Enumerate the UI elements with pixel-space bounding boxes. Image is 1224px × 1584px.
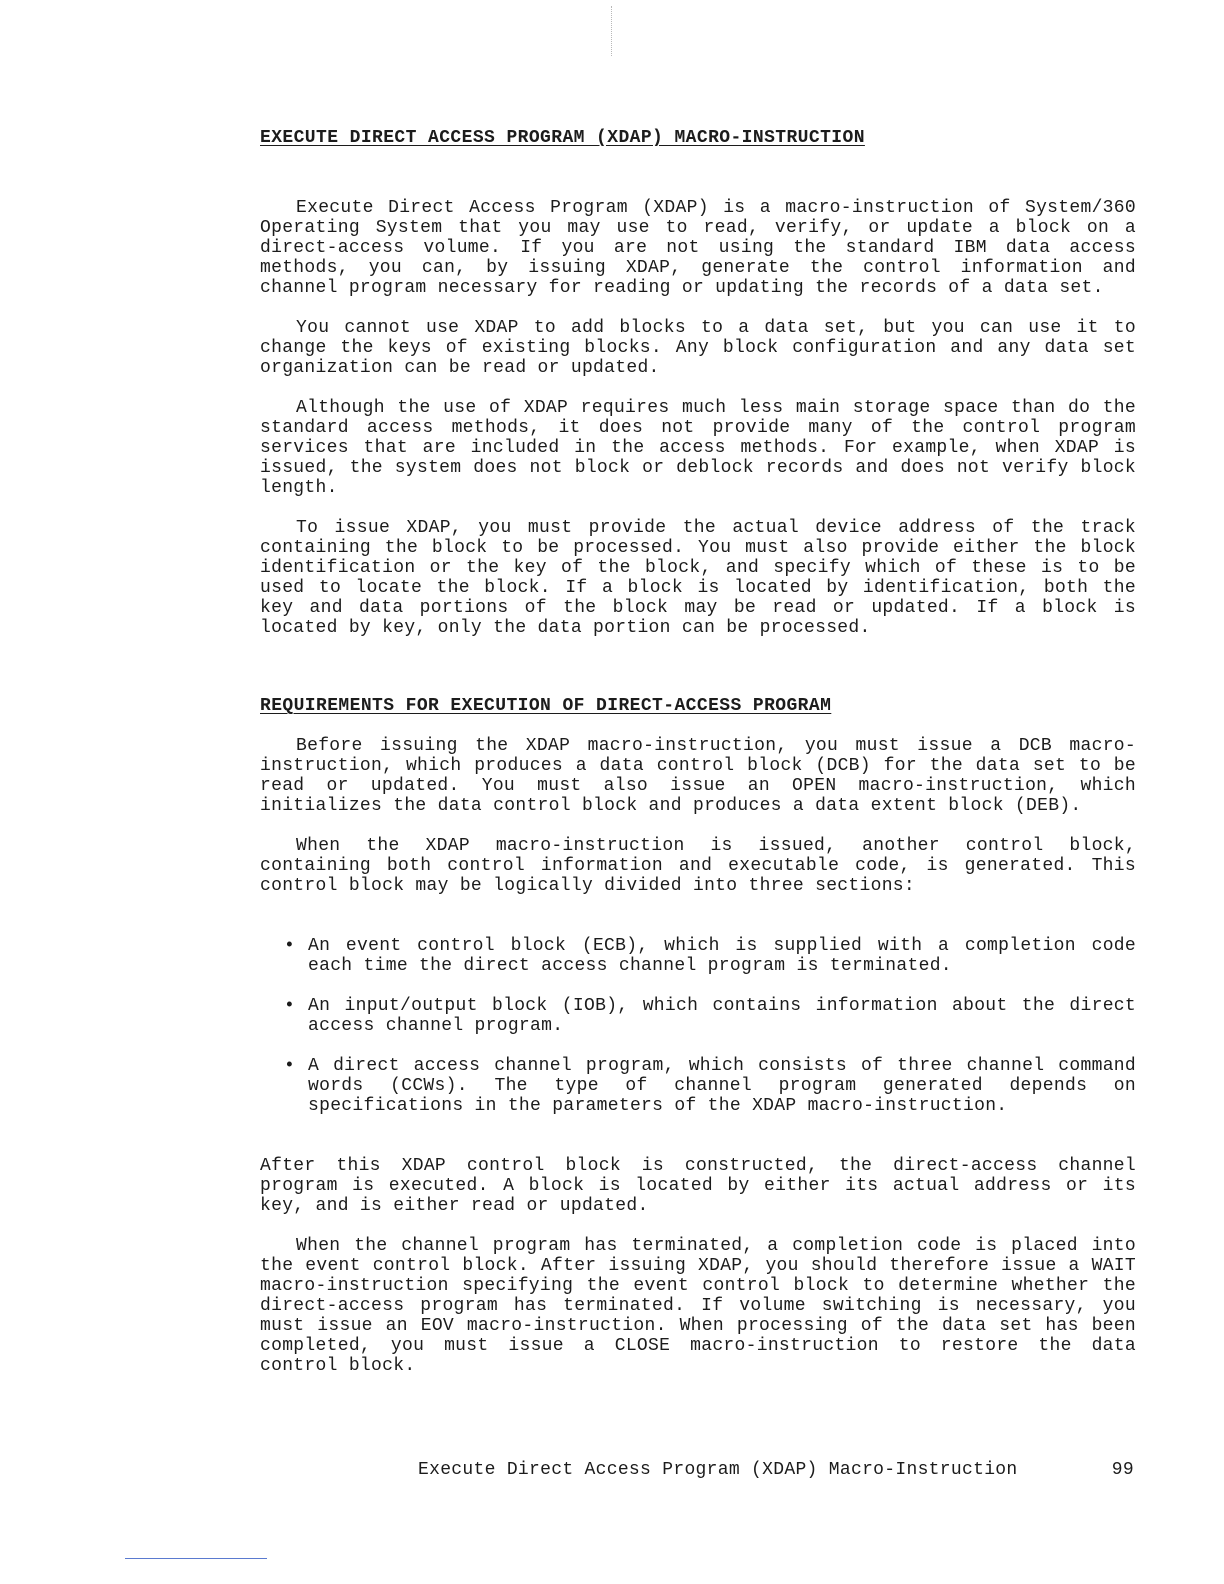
list-item <box>260 996 1136 1036</box>
section-heading-xdap: EXECUTE DIRECT ACCESS PROGRAM (XDAP) MACRO-INSTRUCTION <box>260 128 865 148</box>
paragraph-xdap-device-address: To issue XDAP, you must provide the actual device address of the track containing the block to be processed. You must also provide either the block identification or the key of the block, and specify which of these is to be used to locate the block. If a block is located by identification, both the key and data portions of the block may be read or updated. If a block is located by key, only the data portion can be processed. <box>260 518 1136 638</box>
page-number: 99 <box>1111 1460 1134 1480</box>
paragraph-xdap-intro: Execute Direct Access Program (XDAP) is a macro-instruction of System/360 Operating System that you may use to read, verify, or update a block on a direct-access volume. If you are not using the standard IBM data access methods, you can, by issuing XDAP, generate the control information and channel program necessary for reading or updating the records of a data set. <box>260 198 1136 298</box>
bottom-rule <box>125 1558 267 1559</box>
list-item-text: An event control block (ECB), which is supplied with a completion code each time the direct access channel program is terminated. <box>308 936 1136 976</box>
bullet-icon: • <box>284 936 296 956</box>
paragraph-after-construction: After this XDAP control block is constructed, the direct-access channel program is executed. A block is located by either its actual address or its key, and is either read or updated. <box>260 1156 1136 1216</box>
paragraph-xdap-storage: Although the use of XDAP requires much less main storage space than do the standard access methods, it does not provide many of the control program services that are included in the access methods. For example, when XDAP is issued, the system does not block or deblock records and does not verify block length. <box>260 398 1136 498</box>
control-block-sections-list <box>260 936 1136 1116</box>
paragraph-requirements-dcb: Before issuing the XDAP macro-instruction, you must issue a DCB macro-instruction, which produces a data control block (DCB) for the data set to be read or updated. You must also issue an OPEN macro-instruction, which initializes the data control block and produces a data extent block (DEB). <box>260 736 1136 816</box>
list-item <box>260 1056 1136 1116</box>
list-item-text: An input/output block (IOB), which contains information about the direct access channel program. <box>308 996 1136 1036</box>
list-item <box>260 936 1136 976</box>
list-item-text: A direct access channel program, which consists of three channel command words (CCWs). The type of channel program generated depends on specifications in the parameters of the XDAP macro-instruction. <box>308 1056 1136 1116</box>
bullet-icon: • <box>284 996 296 1016</box>
running-footer-title: Execute Direct Access Program (XDAP) Macro-Instruction <box>418 1460 1018 1480</box>
section-heading-requirements: REQUIREMENTS FOR EXECUTION OF DIRECT-ACCESS PROGRAM <box>260 696 832 716</box>
bullet-icon: • <box>284 1056 296 1076</box>
paragraph-xdap-add-blocks: You cannot use XDAP to add blocks to a data set, but you can use it to change the keys of existing blocks. Any block configuration and any data set organization can be read or updated. <box>260 318 1136 378</box>
scan-mark <box>611 6 612 56</box>
paragraph-completion-code: When the channel program has terminated, a completion code is placed into the event control block. After issuing XDAP, you should therefore issue a WAIT macro-instruction specifying the event control block to determine whether the direct-access program has terminated. If volume switching is necessary, you must issue an EOV macro-instruction. When processing of the data set has been completed, you must issue a CLOSE macro-instruction to restore the data control block. <box>260 1236 1136 1376</box>
paragraph-requirements-control-block: When the XDAP macro-instruction is issued, another control block, containing both control information and executable code, is generated. This control block may be logically divided into three sections: <box>260 836 1136 896</box>
text-column <box>260 128 1136 1376</box>
